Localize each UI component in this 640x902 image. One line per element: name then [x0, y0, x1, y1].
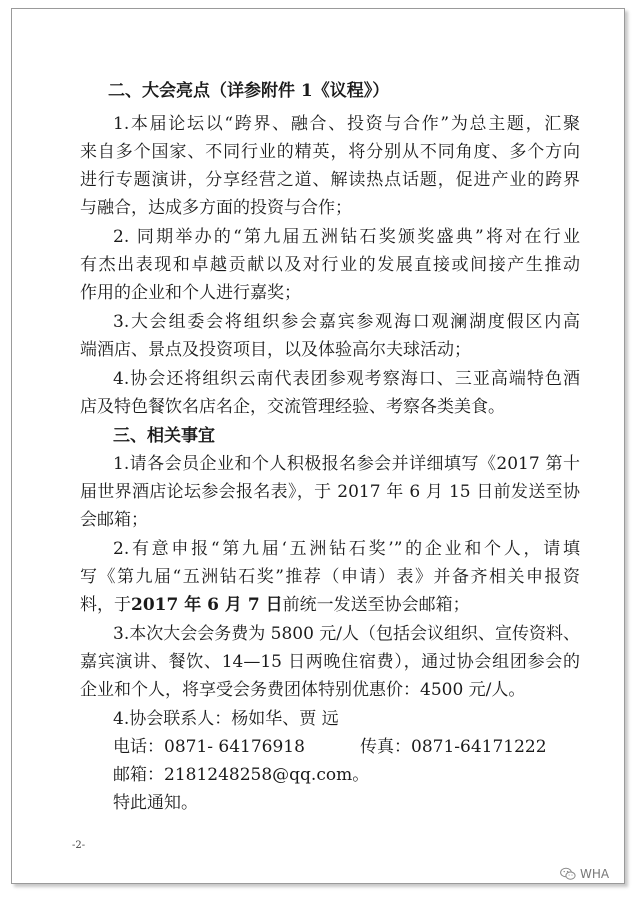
matter-2-line-3-prefix: 料，于 [80, 595, 131, 615]
wechat-watermark [560, 867, 609, 881]
highlight-2-line-3: 作用的企业和个人进行嘉奖； [80, 283, 301, 303]
highlight-3-line-2: 端酒店、景点及投资项目，以及体验高尔夫球活动； [80, 340, 471, 360]
matter-3-line-2: 嘉宾演讲、餐饮、14—15 日两晚住宿费），通过协会组团参会的 [80, 652, 580, 672]
matter-2-line-1: 2.有意申报“第九届‘五洲钻石奖’”的企业和个人，请填 [113, 539, 580, 559]
highlight-4-line-1: 4.协会还将组织云南代表团参观考察海口、三亚高端特色酒 [113, 369, 580, 389]
section-three-heading: 三、相关事宜 [113, 426, 215, 446]
matter-2-line-3 [80, 592, 470, 618]
highlight-1-line-4: 与融合，达成多方面的投资与合作； [80, 198, 352, 218]
highlight-1-line-2: 来自多个国家、不同行业的精英，将分别从不同角度、多个方向 [80, 142, 580, 162]
highlight-1-line-1: 1.本届论坛以“跨界、融合、投资与合作”为总主题，汇聚 [113, 114, 580, 134]
contact-persons: 4.协会联系人：杨如华、贾 远 [113, 709, 339, 729]
matter-3-line-1: 3.本次大会会务费为 5800 元/人（包括会议组织、宣传资料、 [113, 624, 581, 644]
contact-phone: 电话：0871- 64176918 [113, 737, 305, 757]
matter-3-line-3: 企业和个人，将享受会务费团体特别优惠价：4500 元/人。 [80, 680, 526, 700]
matter-1-line-2: 届世界酒店论坛参会报名表》，于 2017 年 6 月 15 日前发送至协 [80, 482, 580, 502]
contact-fax: 传真：0871-64171222 [360, 737, 547, 757]
page-number: -2- [72, 840, 86, 851]
highlight-2-line-1: 2. 同期举办的“第九届五洲钻石奖颁奖盛典”将对在行业 [113, 227, 580, 247]
matter-2-line-3-suffix: 前统一发送至协会邮箱； [282, 595, 470, 615]
matter-1-line-3: 会邮箱； [80, 510, 148, 530]
highlight-4-line-2: 店及特色餐饮名店名企，交流管理经验、考察各类美食。 [80, 397, 505, 417]
highlight-2-line-2: 有杰出表现和卓越贡献以及对行业的发展直接或间接产生推动 [80, 255, 580, 275]
watermark-text: WHA [580, 867, 610, 881]
contact-email: 邮箱：2181248258@qq.com。 [113, 765, 370, 785]
matter-1-line-1: 1.请各会员企业和个人积极报名参会并详细填写《2017 第十 [113, 454, 580, 474]
highlight-3-line-1: 3.大会组委会将组织参会嘉宾参观海口观澜湖度假区内高 [113, 312, 580, 332]
matter-2-deadline-date: 2017 年 6 月 7 日 [131, 595, 283, 615]
section-two-heading-line [108, 78, 389, 104]
closing-notice: 特此通知。 [113, 793, 198, 813]
section-two-reference: （详参附件 1《议程》） [210, 81, 390, 101]
highlight-1-line-3: 进行专题演讲，分享经营之道、解读热点话题，促进产业的跨界 [80, 170, 580, 190]
matter-2-line-2: 写《第九届“五洲钻石奖”推荐（申请）表》并备齐相关申报资 [80, 567, 580, 587]
section-two-heading: 二、大会亮点 [108, 81, 210, 101]
wechat-icon [560, 867, 576, 881]
